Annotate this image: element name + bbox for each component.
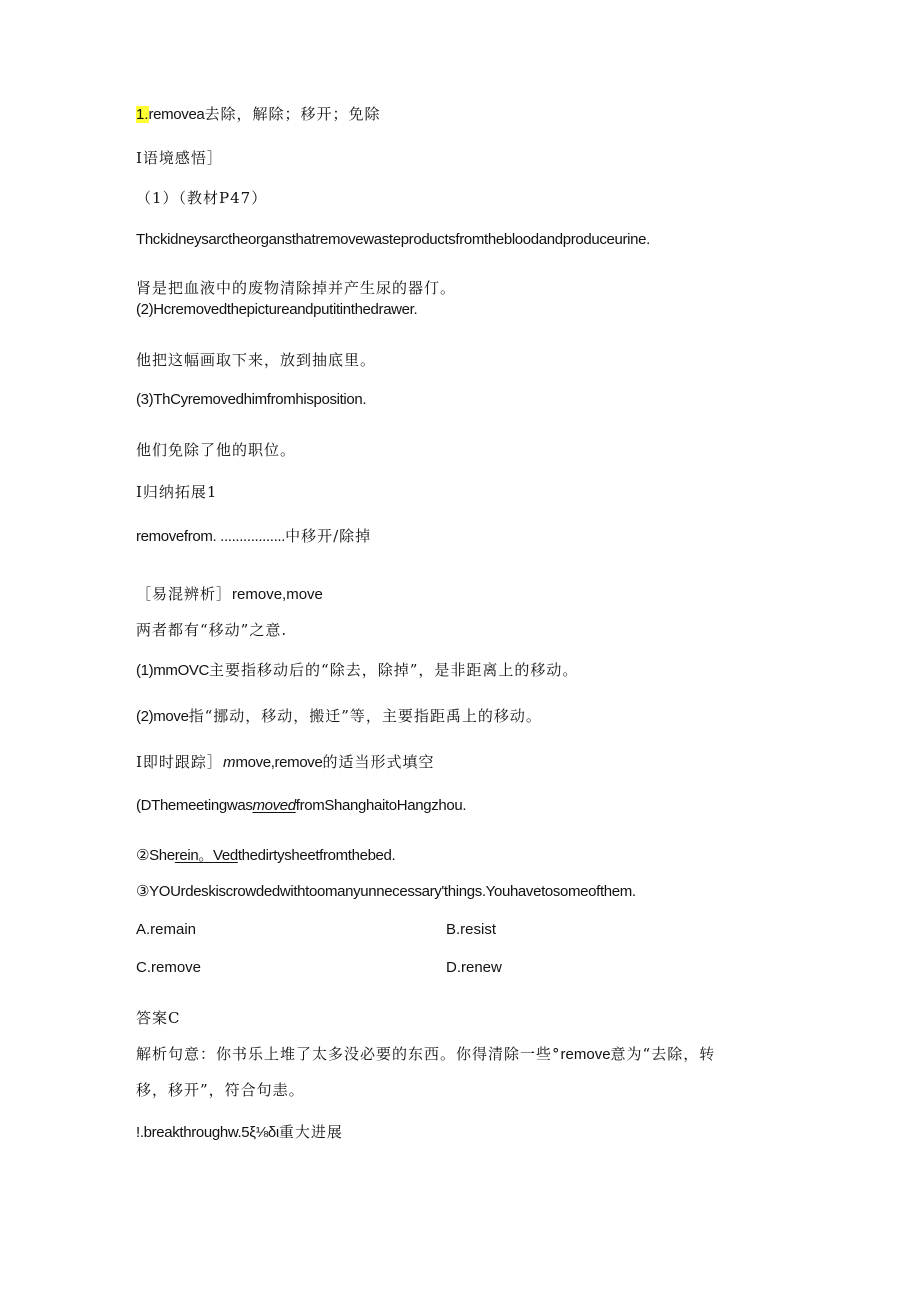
entry-2-english: !.breakthroughw.5ξ⅛δι: [136, 1124, 279, 1141]
entry-2-chinese: 重大进展: [278, 1123, 343, 1141]
question-2-pre: ②She: [136, 847, 175, 864]
entry-meaning: 去除，解除；移开；免除: [204, 105, 381, 123]
entry-number: 1.: [136, 106, 149, 123]
option-d: D.renew: [446, 959, 502, 976]
confuse-note: 两者都有“移动”之意.: [136, 621, 288, 639]
point-1-prefix: (1)mmOVC: [136, 662, 210, 679]
section-summary-heading: I归纳拓展1: [136, 483, 218, 501]
question-1-answer: moved: [252, 797, 296, 814]
option-c: C.remove: [136, 959, 202, 976]
entry-word: removea: [148, 106, 205, 123]
entry-heading-breakthrough: [136, 1122, 343, 1143]
point-2-prefix: (2)move: [136, 708, 189, 725]
point-2: [136, 706, 542, 727]
phrase-chinese: 中移开/除掉: [285, 527, 372, 545]
example-2-english: (2)Hcremovedthepictureandputitinthedrawer.: [136, 301, 418, 318]
option-a: A.remain: [136, 921, 197, 938]
section-context-heading: I语境感悟］: [136, 149, 223, 167]
question-3: ③YOUrdeskiscrowdedwithtoomanyunnecessary'things.Youhavetosomeofthem.: [136, 883, 636, 900]
option-b: B.resist: [446, 921, 497, 938]
confuse-heading: [136, 584, 323, 605]
practice-italic: m: [222, 754, 236, 771]
practice-text: 的适当形式填空: [322, 753, 435, 771]
question-2-post: thedirtysheetfromthebed.: [237, 847, 396, 864]
point-2-text: 指“挪动，移动，搬迁”等，主要指距禹上的移动。: [188, 707, 542, 725]
practice-heading: [136, 752, 434, 773]
confuse-words: remove,move: [232, 586, 323, 603]
practice-words: move,remove: [235, 754, 323, 771]
analysis-line-2: 移，移开”，符合句恚。: [136, 1081, 305, 1099]
question-1-post: fromShanghaitoHangzhou.: [295, 797, 467, 814]
analysis-cn-2: 意为“去除，转: [610, 1045, 716, 1063]
question-2: [136, 846, 395, 866]
question-1-pre: (DThemeetingwas: [136, 797, 253, 814]
example-1-english: Thckidneysarctheorgansthatremovewasteproductsfromthebloodandproduceurine.: [136, 231, 650, 248]
entry-heading-remove: [136, 104, 380, 125]
point-1: [136, 660, 578, 681]
phrase-english: removefrom. .................: [136, 528, 286, 545]
phrase-line: [136, 526, 371, 547]
example-1-chinese: 肾是把血液中的废物清除掉并产生尿的器仃。: [136, 279, 457, 297]
example-3-chinese: 他们免除了他的职位。: [136, 441, 297, 459]
example-3-english: (3)ThCyremovedhimfromhisposition.: [136, 391, 367, 408]
example-source-label: （1）（教材P47）: [136, 189, 268, 207]
analysis-line-1: [136, 1044, 715, 1065]
example-2-chinese: 他把这幅画取下来，放到抽底里。: [136, 351, 377, 369]
answer-line: 答案C: [136, 1009, 181, 1027]
practice-label: I即时跟踪］: [136, 753, 223, 771]
analysis-en: remove: [560, 1046, 611, 1063]
question-2-answer: rein。Ved: [174, 847, 238, 864]
point-1-text: 主要指移动后的“除去，除掉”，是非距离上的移动。: [209, 661, 579, 679]
confuse-label: ［易混辨析］: [136, 585, 233, 603]
question-1: [136, 796, 466, 816]
analysis-cn-1: 解析句意：你书乐上堆了太多没必要的东西。你得清除一些°: [136, 1045, 561, 1063]
